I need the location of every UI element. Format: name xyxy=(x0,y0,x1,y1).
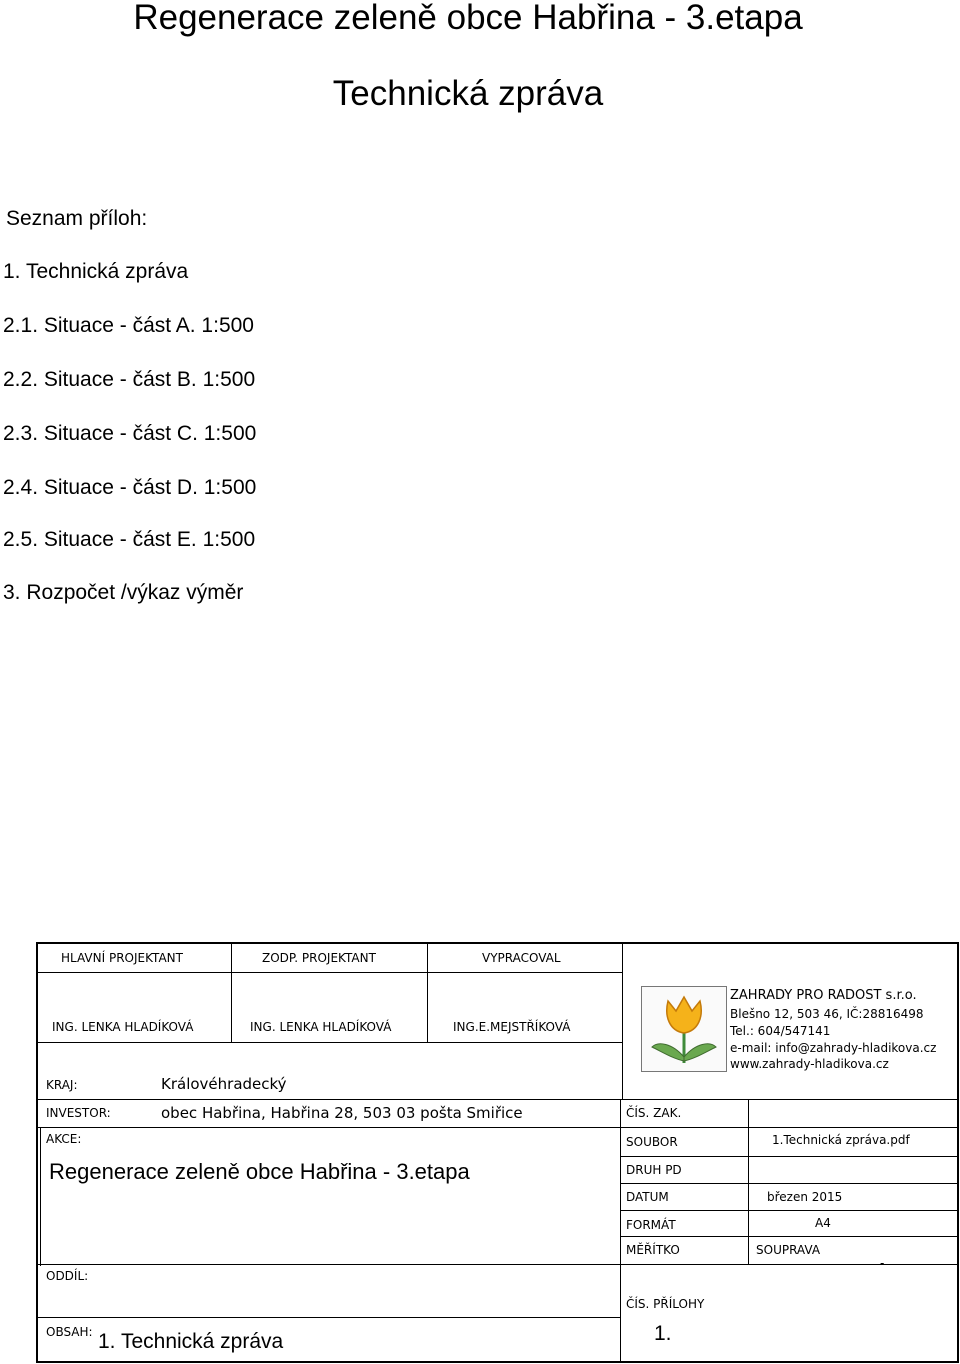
attachment-number-label: ČÍS. PŘÍLOHY xyxy=(626,1297,705,1311)
document-title: Regenerace zeleně obce Habřina - 3.etapa xyxy=(133,0,803,37)
attachments-heading: Seznam příloh: xyxy=(6,207,148,230)
date-label: DATUM xyxy=(626,1190,669,1204)
document-subtitle: Technická zpráva xyxy=(332,74,604,113)
order-number-label: ČÍS. ZAK. xyxy=(626,1106,682,1120)
scale-label: MĚŘÍTKO xyxy=(626,1243,680,1257)
main-designer-header: HLAVNÍ PROJEKTANT xyxy=(61,951,183,965)
company-address: Blešno 12, 503 46, IČ:28816498 xyxy=(730,1007,924,1021)
doc-type-label: DRUH PD xyxy=(626,1163,682,1177)
content-value: 1. Technická zpráva xyxy=(98,1330,284,1353)
responsible-designer-header: ZODP. PROJEKTANT xyxy=(262,951,376,965)
company-logo xyxy=(641,986,727,1072)
region-value: Královéhradecký xyxy=(161,1075,287,1093)
format-value: A4 xyxy=(815,1216,831,1230)
format-label: FORMÁT xyxy=(626,1218,676,1232)
responsible-designer-name: ING. LENKA HLADÍKOVÁ xyxy=(250,1020,392,1034)
investor-value: obec Habřina, Habřina 28, 503 03 pošta Smiřice xyxy=(161,1104,523,1122)
attachment-item: 2.2. Situace - část B. 1:500 xyxy=(3,368,256,391)
attachment-item: 3. Rozpočet /výkaz výměr xyxy=(3,581,244,604)
tulip-icon xyxy=(642,987,726,1071)
investor-label: INVESTOR: xyxy=(46,1106,111,1120)
attachment-item: 2.1. Situace - část A. 1:500 xyxy=(3,314,254,337)
action-label: AKCE: xyxy=(46,1132,82,1146)
file-value: 1.Technická zpráva.pdf xyxy=(772,1133,910,1147)
attachment-item: 2.3. Situace - část C. 1:500 xyxy=(3,422,257,445)
attachment-item: 2.4. Situace - část D. 1:500 xyxy=(3,476,257,499)
date-value: březen 2015 xyxy=(767,1190,843,1204)
company-email[interactable]: e-mail: info@zahrady-hladikova.cz xyxy=(730,1041,937,1055)
region-label: KRAJ: xyxy=(46,1078,78,1092)
company-name: ZAHRADY PRO RADOST s.r.o. xyxy=(730,988,917,1003)
attachment-item: 2.5. Situace - část E. 1:500 xyxy=(3,528,256,551)
prepared-by-name: ING.E.MEJSTŘÍKOVÁ xyxy=(453,1020,571,1034)
attachment-number-value: 1. xyxy=(654,1322,672,1345)
prepared-by-header: VYPRACOVAL xyxy=(482,951,561,965)
file-label: SOUBOR xyxy=(626,1135,678,1149)
section-label: ODDÍL: xyxy=(46,1269,89,1283)
action-value: Regenerace zeleně obce Habřina - 3.etapa xyxy=(49,1159,470,1184)
company-phone: Tel.: 604/547141 xyxy=(730,1024,831,1038)
company-website[interactable]: www.zahrady-hladikova.cz xyxy=(730,1057,889,1071)
set-label: SOUPRAVA xyxy=(756,1243,821,1257)
attachment-item: 1. Technická zpráva xyxy=(3,260,189,283)
content-label: OBSAH: xyxy=(46,1325,93,1339)
set-value: - xyxy=(880,1256,885,1270)
main-designer-name: ING. LENKA HLADÍKOVÁ xyxy=(52,1020,194,1034)
